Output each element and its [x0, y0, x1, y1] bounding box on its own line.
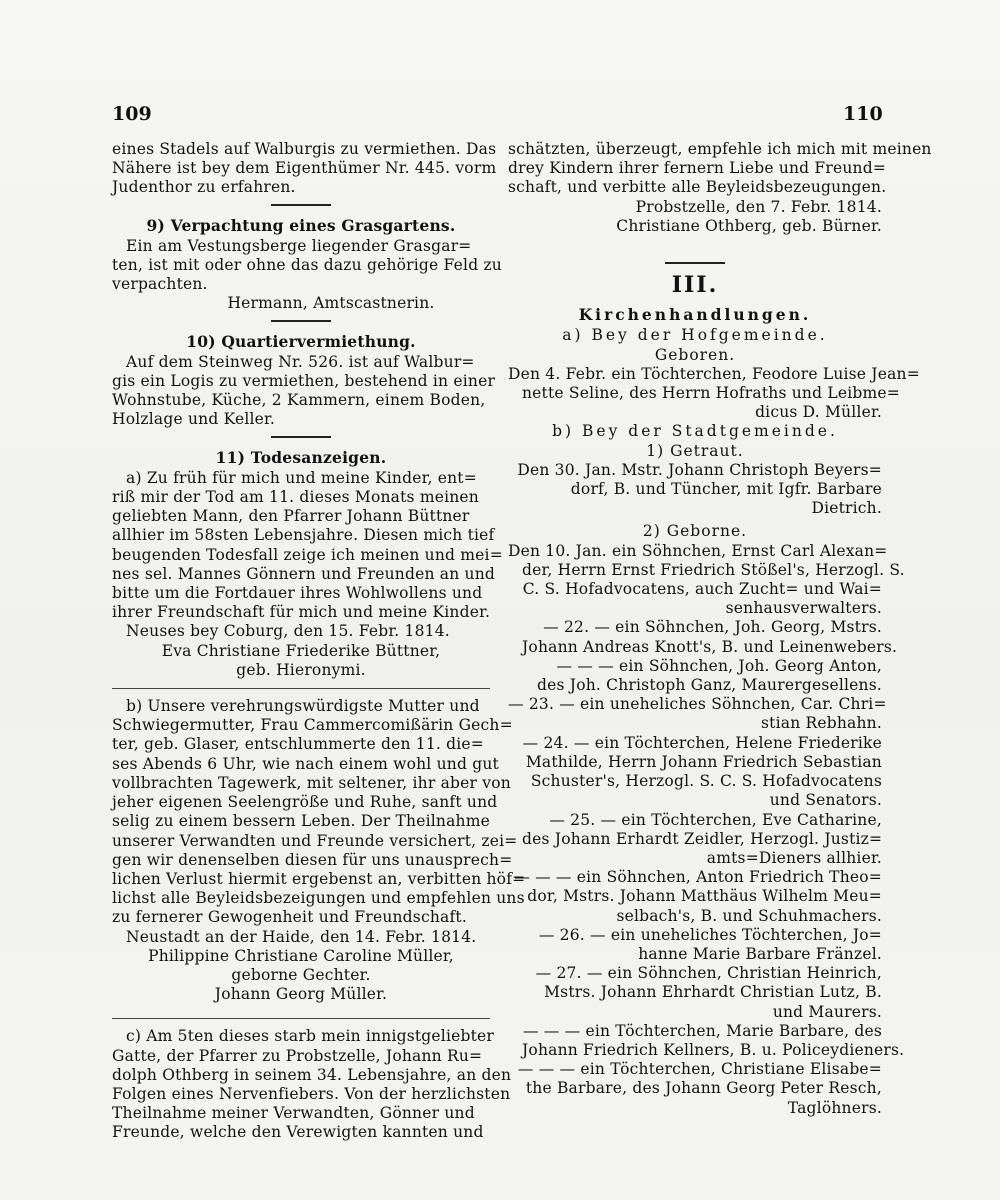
subsection-subheading: 2) Geborne.: [642, 522, 748, 541]
signature: geborne Gechter.: [231, 965, 371, 984]
text-line: Wohnstube, Küche, 2 Kammern, einem Boden,: [112, 391, 486, 410]
signature: Philippine Christiane Caroline Müller,: [148, 946, 454, 965]
text-line: gis ein Logis zu vermiethen, bestehend in einer: [112, 372, 496, 391]
text-line: Schuster's, Herzogl. S. C. S. Hofadvocatens: [530, 772, 882, 791]
text-line: beugenden Todesfall zeige ich meinen und mei=: [112, 545, 503, 564]
text-line: hanne Marie Barbare Fränzel.: [638, 944, 882, 963]
text-line: unserer Verwandten und Freunde versichert, zei=: [112, 831, 518, 850]
text-line: schaft, und verbitte alle Beyleidsbezeugungen.: [508, 178, 887, 197]
text-line: ihrer Freundschaft für mich und meine Kinder.: [112, 603, 491, 622]
text-line: selig zu einem bessern Leben. Der Theilnahme: [112, 812, 490, 831]
text-line: — — — ein Söhnchen, Joh. Georg Anton,: [556, 656, 882, 675]
subsection-subheading: Geboren.: [654, 345, 736, 364]
text-line: allhier im 58sten Lebensjahre. Diesen mich tief: [112, 526, 495, 545]
text-line: the Barbare, des Johann Georg Peter Resch,: [525, 1079, 882, 1098]
signature: Hermann, Amtscastnerin.: [227, 294, 435, 313]
text-line: zu fernerer Gewogenheit und Freundschaft.: [112, 908, 467, 927]
text-line: Johann Andreas Knott's, B. und Leinenwebers.: [522, 637, 898, 656]
text-line: ter, geb. Glaser, entschlummerte den 11. die=: [112, 735, 484, 754]
section-heading-11: 11) Todesanzeigen.: [215, 447, 387, 467]
signature: geb. Hieronymi.: [236, 660, 366, 679]
text-line: C. S. Hofadvocatens, auch Zucht= und Wai=: [522, 580, 882, 599]
text-line: Den 10. Jan. ein Söhnchen, Ernst Carl Alexan=: [508, 541, 888, 560]
page-number-right: 110: [843, 103, 883, 125]
text-line: jeher eigenen Seelengröße und Ruhe, sanft und: [112, 793, 498, 812]
subsection-heading: a) Bey der Hofgemeinde.: [562, 326, 828, 345]
left-column: [112, 140, 526, 1143]
text-line: stian Rebhahn.: [761, 714, 882, 733]
text-line: des Joh. Christoph Ganz, Maurergesellens.: [537, 676, 882, 695]
text-line: des Johann Erhardt Zeidler, Herzogl. Justiz=: [522, 829, 883, 848]
text-line: geliebten Mann, den Pfarrer Johann Büttner: [112, 507, 470, 526]
text-line: Folgen eines Nervenfiebers. Von der herzlichsten: [112, 1084, 511, 1103]
text-line: a) Zu früh für mich und meine Kinder, ent=: [126, 468, 477, 487]
text-line: dor, Mstrs. Johann Matthäus Wilhelm Meu=: [527, 887, 882, 906]
text-line: lichst alle Beyleidsbezeigungen und empfehlen uns: [112, 889, 525, 908]
text-line: vollbrachten Tagewerk, mit seltener, ihr aber von: [112, 773, 511, 792]
place-date: Neustadt an der Haide, den 14. Febr. 1814.: [126, 927, 477, 946]
text-line: Johann Friedrich Kellners, B. u. Policeydieners.: [522, 1040, 905, 1059]
text-line: gen wir denenselben diesen für uns unausprech=: [112, 850, 513, 869]
section-title: Kirchenhandlungen.: [578, 305, 812, 325]
text-line: — — — ein Töchterchen, Christiane Elisabe=: [517, 1060, 882, 1079]
text-line: schätzten, überzeugt, empfehle ich mich mit meinen: [508, 140, 932, 158]
text-line: Schwiegermutter, Frau Cammercomißärin Gech=: [112, 716, 513, 735]
text-line: und Senators.: [769, 791, 882, 810]
section-divider: [665, 262, 725, 264]
text-line: der, Herrn Ernst Friedrich Stößel's, Herzogl. S.: [522, 560, 905, 579]
text-line: drey Kindern ihrer fernern Liebe und Freund=: [508, 159, 887, 178]
place-date: Probstzelle, den 7. Febr. 1814.: [635, 197, 882, 216]
section-divider: [271, 320, 331, 322]
section-divider: [112, 688, 490, 689]
section-heading-10: 10) Quartiervermiethung.: [186, 331, 416, 351]
section-divider: [271, 204, 331, 206]
text-line: amts=Dieners allhier.: [706, 848, 882, 867]
text-line: Taglöhners.: [787, 1098, 882, 1117]
text-line: Auf dem Steinweg Nr. 526. ist auf Walbur=: [126, 352, 475, 371]
text-line: — 26. — ein uneheliches Töchterchen, Jo=: [538, 925, 882, 944]
text-line: — 24. — ein Töchterchen, Helene Friederike: [522, 733, 882, 752]
text-line: riß mir der Tod am 11. dieses Monats meinen: [112, 488, 479, 507]
subsection-subheading: 1) Getraut.: [646, 441, 744, 460]
signature: Johann Georg Müller.: [214, 985, 388, 1004]
text-line: Theilnahme meiner Verwandten, Gönner und: [112, 1104, 475, 1123]
text-line: verpachten.: [112, 275, 208, 294]
text-line: lichen Verlust hiermit ergebenst an, verbitten höf=: [112, 869, 526, 888]
text-line: nette Seline, des Herrn Hofraths und Leibme=: [522, 384, 900, 403]
place-date: Neuses bey Coburg, den 15. Febr. 1814.: [126, 622, 450, 641]
text-line: Gatte, der Pfarrer zu Probstzelle, Johann Ru=: [112, 1046, 483, 1065]
text-line: Mathilde, Herrn Johann Friedrich Sebastian: [525, 752, 882, 771]
text-line: dolph Othberg in seinem 34. Lebensjahre, an den: [112, 1065, 512, 1084]
text-line: — 27. — ein Söhnchen, Christian Heinrich,: [535, 964, 882, 983]
text-line: — 23. — ein uneheliches Söhnchen, Car. Chri=: [508, 695, 887, 714]
subsection-heading: b) Bey der Stadtgemeinde.: [552, 422, 838, 441]
section-divider: [271, 436, 331, 438]
text-line: selbach's, B. und Schuhmachers.: [616, 906, 882, 925]
text-line: Nähere ist bey dem Eigenthümer Nr. 445. vorm: [112, 159, 497, 178]
text-line: — — — ein Töchterchen, Marie Barbare, des: [522, 1021, 882, 1040]
text-line: Mstrs. Johann Ehrhardt Christian Lutz, B.: [544, 983, 882, 1002]
text-line: Den 30. Jan. Mstr. Johann Christoph Beyers=: [517, 460, 882, 479]
right-column: [508, 140, 932, 1118]
text-line: Dietrich.: [811, 499, 882, 518]
text-line: und Maurers.: [772, 1002, 882, 1021]
text-line: bitte um die Fortdauer ihres Wohlwollens und: [112, 584, 483, 603]
text-line: c) Am 5ten dieses starb mein innigstgeliebter: [126, 1027, 495, 1046]
text-line: ten, ist mit oder ohne das dazu gehörige Feld zu: [112, 256, 502, 275]
page-number-left: 109: [112, 103, 152, 125]
section-number: III.: [671, 272, 719, 299]
signature: Christiane Othberg, geb. Bürner.: [616, 216, 882, 235]
text-line: Holzlage und Keller.: [112, 410, 276, 429]
text-line: Freunde, welche den Verewigten kannten und: [112, 1123, 484, 1142]
text-line: Ein am Vestungsberge liegender Grasgar=: [126, 236, 472, 255]
section-heading-9: 9) Verpachtung eines Grasgartens.: [146, 215, 456, 235]
text-line: dorf, B. und Tüncher, mit Igfr. Barbare: [570, 480, 882, 499]
section-divider: [112, 1018, 490, 1019]
text-line: — 22. — ein Söhnchen, Joh. Georg, Mstrs.: [543, 618, 882, 637]
text-line: Den 4. Febr. ein Töchterchen, Feodore Luise Jean=: [508, 364, 920, 383]
text-line: — 25. — ein Töchterchen, Eve Catharine,: [549, 810, 882, 829]
text-line: eines Stadels auf Walburgis zu vermiethen. Das: [112, 140, 497, 158]
text-line: nes sel. Mannes Gönnern und Freunden an und: [112, 564, 496, 583]
text-line: ses Abends 6 Uhr, wie nach einem wohl und gut: [112, 754, 499, 773]
text-line: b) Unsere verehrungswürdigste Mutter und: [126, 697, 480, 716]
text-line: Judenthor zu erfahren.: [112, 178, 296, 197]
signature: Eva Christiane Friederike Büttner,: [161, 641, 441, 660]
text-line: — — — ein Söhnchen, Anton Friedrich Theo=: [514, 868, 882, 887]
text-line: dicus D. Müller.: [755, 403, 882, 422]
text-line: senhausverwalters.: [725, 599, 882, 618]
